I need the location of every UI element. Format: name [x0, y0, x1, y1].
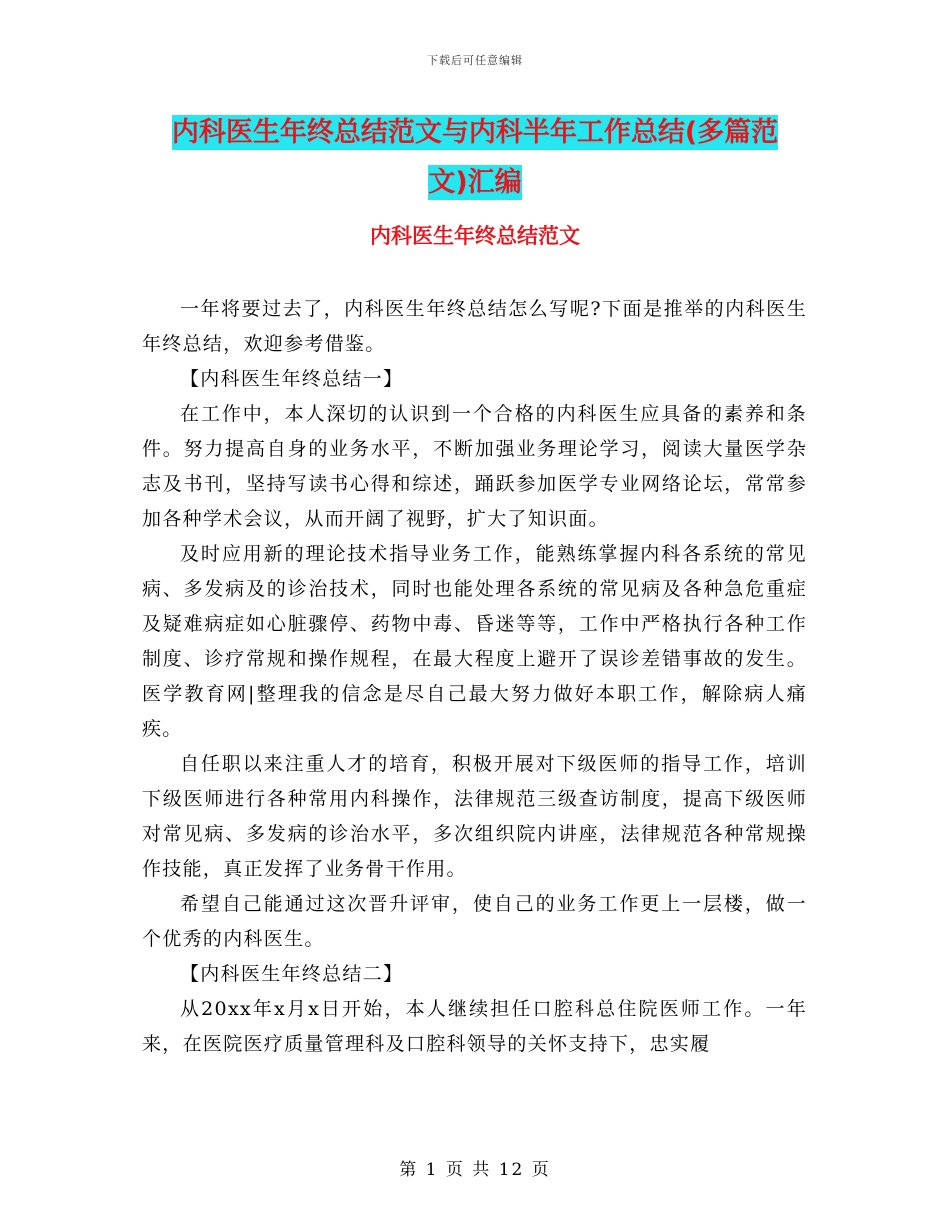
subsection-heading: 【内科医生年终总结一】 [180, 368, 404, 390]
paragraph: 在工作中，本人深切的认识到一个合格的内科医生应具备的素养和条件。努力提高自身的业务水平，不断加强业务理论学习，阅读大量医学杂志及书刊，坚持写读书心得和综述，踊跃参加医学专业网络论坛，常常参加各种学术会议，从而开阔了视野，扩大了知识面。 [142, 403, 807, 530]
paragraph: 自任职以来注重人才的培育，积极开展对下级医师的指导工作，培训下级医师进行各种常用内科操作，法律规范三级查访制度，提高下级医师对常见病、多发病的诊治水平，多次组织院内讲座，法律规范各种常规操作技能，真正发挥了业务骨干作用。 [142, 753, 807, 880]
section-title: 内科医生年终总结范文 [370, 224, 580, 248]
page-header-note: 下载后可任意编辑 [427, 54, 523, 67]
subsection-heading: 【内科医生年终总结二】 [180, 963, 404, 985]
document-body [142, 292, 807, 1062]
document-title-line-2: 文)汇编 [428, 167, 522, 198]
document-title [140, 108, 810, 208]
paragraph: 及时应用新的理论技术指导业务工作，能熟练掌握内科各系统的常见病、多发病及的诊治技术，同时也能处理各系统的常见病及各种急危重症及疑难病症如心脏骤停、药物中毒、昏迷等等，工作中严格执行各种工作制度、诊疗常规和操作规程，在最大程度上避开了误诊差错事故的发生。医学教育网|整理我的信念是尽自己最大努力做好本职工作，解除病人痛疾。 [142, 543, 807, 740]
paragraph: 一年将要过去了，内科医生年终总结怎么写呢?下面是推举的内科医生年终总结，欢迎参考借鉴。 [142, 298, 807, 355]
paragraph: 希望自己能通过这次晋升评审，使自己的业务工作更上一层楼，做一个优秀的内科医生。 [142, 893, 807, 950]
page-number-footer: 第 1 页 共 12 页 [399, 1160, 551, 1180]
paragraph: 从20xx年x月x日开始，本人继续担任口腔科总住院医师工作。一年来，在医院医疗质量管理科及口腔科领导的关怀支持下，忠实履 [142, 998, 807, 1055]
document-title-line-1: 内科医生年终总结范文与内科半年工作总结(多篇范 [171, 117, 779, 148]
